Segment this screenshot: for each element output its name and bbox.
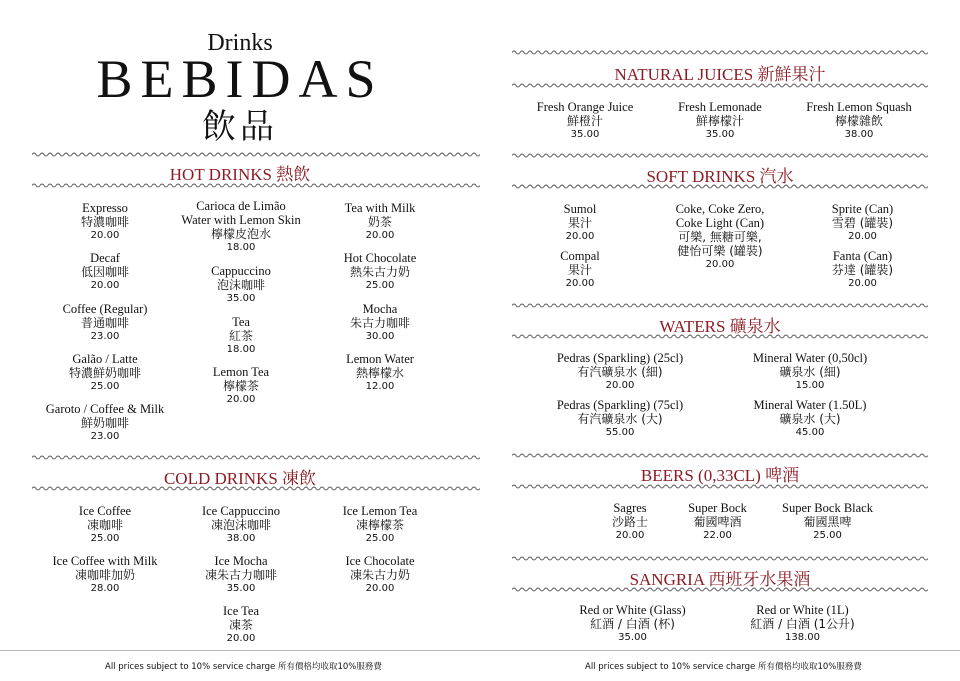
menu-item-pedras-75cl: Pedras (Sparkling) (75cl) 有汽礦泉水 (大) 55.00 — [556, 398, 684, 438]
menu-item-galao-latte: Galão / Latte 特濃鮮奶咖啡 25.00 — [68, 352, 141, 392]
menu-item-ice-coffee-with-milk: Ice Coffee with Milk 凍咖啡加奶 28.00 — [52, 554, 158, 594]
wavy-divider — [32, 151, 480, 158]
menu-item-mineral-water-large: Mineral Water (1.50L) 礦泉水 (大) 45.00 — [753, 398, 867, 438]
menu-item-sagres: Sagres 沙路士 20.00 — [611, 501, 648, 541]
section-title-juices: NATURAL JUICES 新鮮果汁 — [614, 65, 826, 84]
menu-item-tea: Tea 紅茶 18.00 — [226, 315, 256, 355]
menu-item-fanta: Fanta (Can) 芬達 (罐裝) 20.00 — [831, 249, 894, 289]
wavy-divider — [512, 302, 928, 309]
menu-item-ice-mocha: Ice Mocha 凍朱古力咖啡 35.00 — [204, 554, 277, 594]
menu-item-fresh-orange-juice: Fresh Orange Juice 鮮橙汁 35.00 — [536, 100, 634, 140]
menu-item-fresh-lemonade: Fresh Lemonade 鮮檸檬汁 35.00 — [678, 100, 762, 140]
wavy-divider — [512, 555, 928, 562]
menu-item-pedras-25cl: Pedras (Sparkling) (25cl) 有汽礦泉水 (細) 20.00 — [556, 351, 684, 391]
menu-item-ice-coffee: Ice Coffee 凍咖啡 25.00 — [78, 504, 132, 544]
menu-item-lemon-water: Lemon Water 熱檸檬水 12.00 — [346, 352, 414, 392]
menu-item-ice-lemon-tea: Ice Lemon Tea 凍檸檬茶 25.00 — [342, 504, 418, 544]
footer-divider — [0, 650, 960, 651]
section-title-sangria: SANGRIA 西班牙水果酒 — [629, 570, 811, 589]
wavy-divider — [512, 452, 928, 459]
menu-item-mocha: Mocha 朱古力咖啡 30.00 — [349, 302, 410, 342]
footer-note-right: All prices subject to 10% service charge 所有價格均收取10%服務費 — [585, 662, 862, 672]
menu-item-sprite: Sprite (Can) 雪碧 (罐裝) 20.00 — [831, 202, 894, 242]
menu-item-lemon-tea: Lemon Tea 檸檬茶 20.00 — [212, 365, 270, 405]
wavy-divider — [512, 49, 928, 56]
menu-item-sangria-1l: Red or White (1L) 紅酒 / 白酒 (1公升) 138.00 — [750, 603, 855, 643]
footer-note-left: All prices subject to 10% service charge 所有價格均收取10%服務費 — [105, 662, 382, 672]
menu-item-sumol: Sumol 果汁 20.00 — [563, 202, 597, 242]
menu-item-super-bock: Super Bock 葡國啤酒 22.00 — [688, 501, 747, 541]
menu-item-ice-tea: Ice Tea 凍茶 20.00 — [222, 604, 260, 644]
menu-item-hot-chocolate: Hot Chocolate 熱朱古力奶 25.00 — [343, 251, 417, 291]
menu-item-tea-with-milk: Tea with Milk 奶茶 20.00 — [344, 201, 416, 241]
menu-item-ice-cappuccino: Ice Cappuccino 凍泡沫咖啡 38.00 — [201, 504, 281, 544]
header-chinese-title: 飲品 — [202, 107, 278, 147]
section-title-soft: SOFT DRINKS 汽水 — [646, 167, 794, 186]
section-title-hot: HOT DRINKS 熱飲 — [169, 165, 311, 184]
menu-item-mineral-water-small: Mineral Water (0,50cl) 礦泉水 (細) 15.00 — [752, 351, 868, 391]
menu-item-ice-chocolate: Ice Chocolate 凍朱古力奶 20.00 — [345, 554, 415, 594]
menu-item-sangria-glass: Red or White (Glass) 紅酒 / 白酒 (杯) 35.00 — [579, 603, 686, 643]
page-title: BEBIDAS — [96, 49, 384, 109]
wavy-divider — [32, 454, 480, 461]
menu-item-coffee-regular: Coffee (Regular) 普通咖啡 23.00 — [62, 302, 148, 342]
menu-item-coke: Coke, Coke Zero, Coke Light (Can) 可樂, 無糖可樂, 健怡可樂 (罐裝) 20.00 — [675, 202, 765, 270]
header-subtitle: Drinks — [207, 30, 273, 56]
menu-item-compal: Compal 果汁 20.00 — [560, 249, 600, 289]
section-title-cold: COLD DRINKS 凍飲 — [163, 469, 317, 488]
menu-item-cappuccino: Cappuccino 泡沫咖啡 35.00 — [211, 264, 271, 304]
section-title-beers: BEERS (0,33CL) 啤酒 — [640, 466, 800, 485]
wavy-divider — [512, 152, 928, 159]
menu-item-carioca-de-limao: Carioca de Limão Water with Lemon Skin 檸檬皮泡水 18.00 — [181, 199, 301, 253]
section-title-waters: WATERS 礦泉水 — [659, 317, 781, 336]
menu-item-decaf: Decaf 低因咖啡 20.00 — [80, 251, 129, 291]
menu-item-expresso: Expresso 特濃咖啡 20.00 — [80, 201, 129, 241]
menu-item-garoto: Garoto / Coffee & Milk 鮮奶咖啡 23.00 — [45, 402, 165, 442]
menu-item-fresh-lemon-squash: Fresh Lemon Squash 檸檬雜飲 38.00 — [806, 100, 912, 140]
menu-item-super-bock-black: Super Bock Black 葡國黑啤 25.00 — [782, 501, 873, 541]
